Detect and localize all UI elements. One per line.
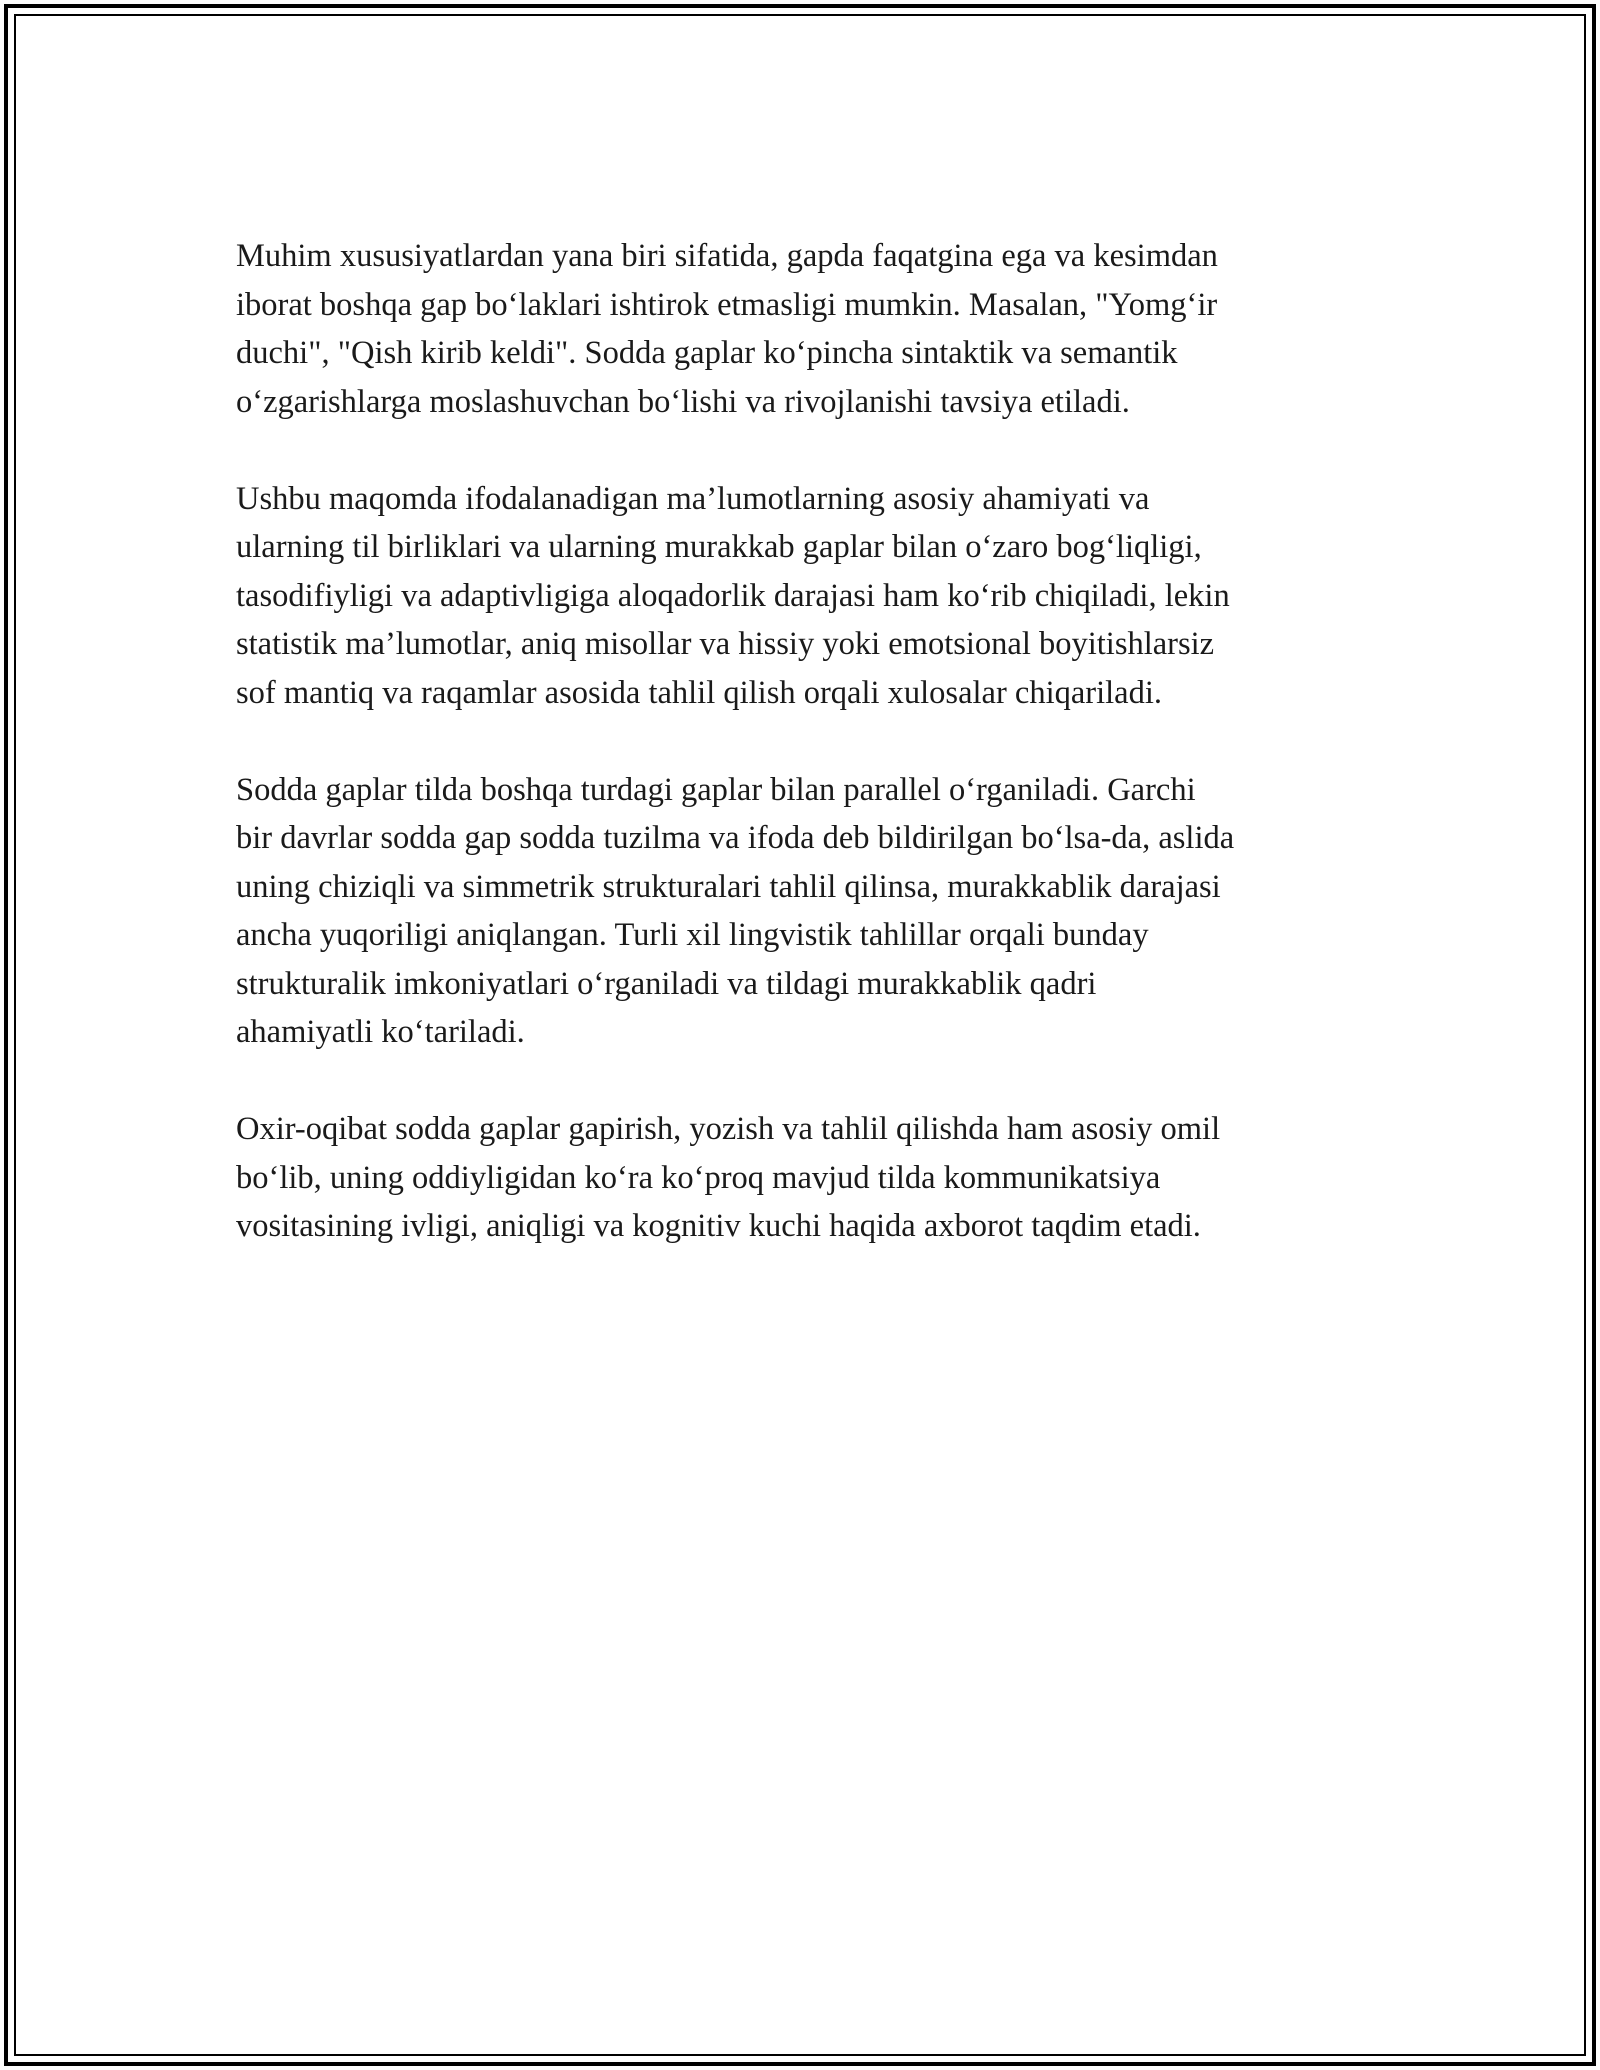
text-line: sof mantiq va raqamlar asosida tahlil qilish orqali xulosalar chiqariladi.	[236, 674, 1162, 711]
paragraph-4	[236, 1105, 1376, 1251]
paragraph-1	[236, 232, 1376, 426]
text-line: Sodda gaplar tilda boshqa turdagi gaplar bilan parallel o‘rganiladi. Garchi	[236, 771, 1196, 808]
text-line: ularning til birliklari va ularning murakkab gaplar bilan o‘zaro bog‘liqligi,	[236, 529, 1202, 565]
paragraph-2	[236, 475, 1376, 718]
text-line: ahamiyatli ko‘tariladi.	[236, 1014, 525, 1050]
text-line: Muhim xususiyatlardan yana biri sifatida, gapda faqatgina ega va kesimdan	[236, 238, 1218, 274]
text-line: vositasining ivligi, aniqligi va kognitiv kuchi haqida axborot taqdim etadi.	[236, 1208, 1201, 1244]
text-line: bo‘lib, uning oddiyligidan ko‘ra ko‘proq mavjud tilda kommunikatsiya	[236, 1159, 1161, 1196]
text-line: o‘zgarishlarga moslashuvchan bo‘lishi va rivojlanishi tavsiya etiladi.	[236, 383, 1130, 420]
text-line: strukturalik imkoniyatlari o‘rganiladi va tildagi murakkablik qadri	[236, 965, 1097, 1002]
text-line: iborat boshqa gap bo‘laklari ishtirok etmasligi mumkin. Masalan, "Yomg‘ir	[236, 286, 1218, 323]
text-line: duchi", "Qish kirib keldi". Sodda gaplar ko‘pincha sintaktik va semantik	[236, 335, 1178, 371]
text-line: uning chiziqli va simmetrik strukturalari tahlil qilinsa, murakkablik darajasi	[236, 868, 1221, 905]
text-line: tasodifiyligi va adaptivligiga aloqadorlik darajasi ham ko‘rib chiqiladi, lekin	[236, 577, 1230, 614]
text-line: Oxir-oqibat sodda gaplar gapirish, yozish va tahlil qilishda ham asosiy omil	[236, 1111, 1221, 1147]
paragraph-3	[236, 766, 1376, 1057]
text-line: Ushbu maqomda ifodalanadigan ma’lumotlarning asosiy ahamiyati va	[236, 480, 1150, 517]
text-line: statistik ma’lumotlar, aniq misollar va hissiy yoki emotsional boyitishlarsiz	[236, 626, 1215, 662]
text-line: ancha yuqoriligi aniqlangan. Turli xil lingvistik tahlillar orqali bunday	[236, 917, 1149, 953]
document-body	[236, 232, 1376, 1299]
text-line: bir davrlar sodda gap sodda tuzilma va ifoda deb bildirilgan bo‘lsa-da, aslida	[236, 820, 1235, 856]
